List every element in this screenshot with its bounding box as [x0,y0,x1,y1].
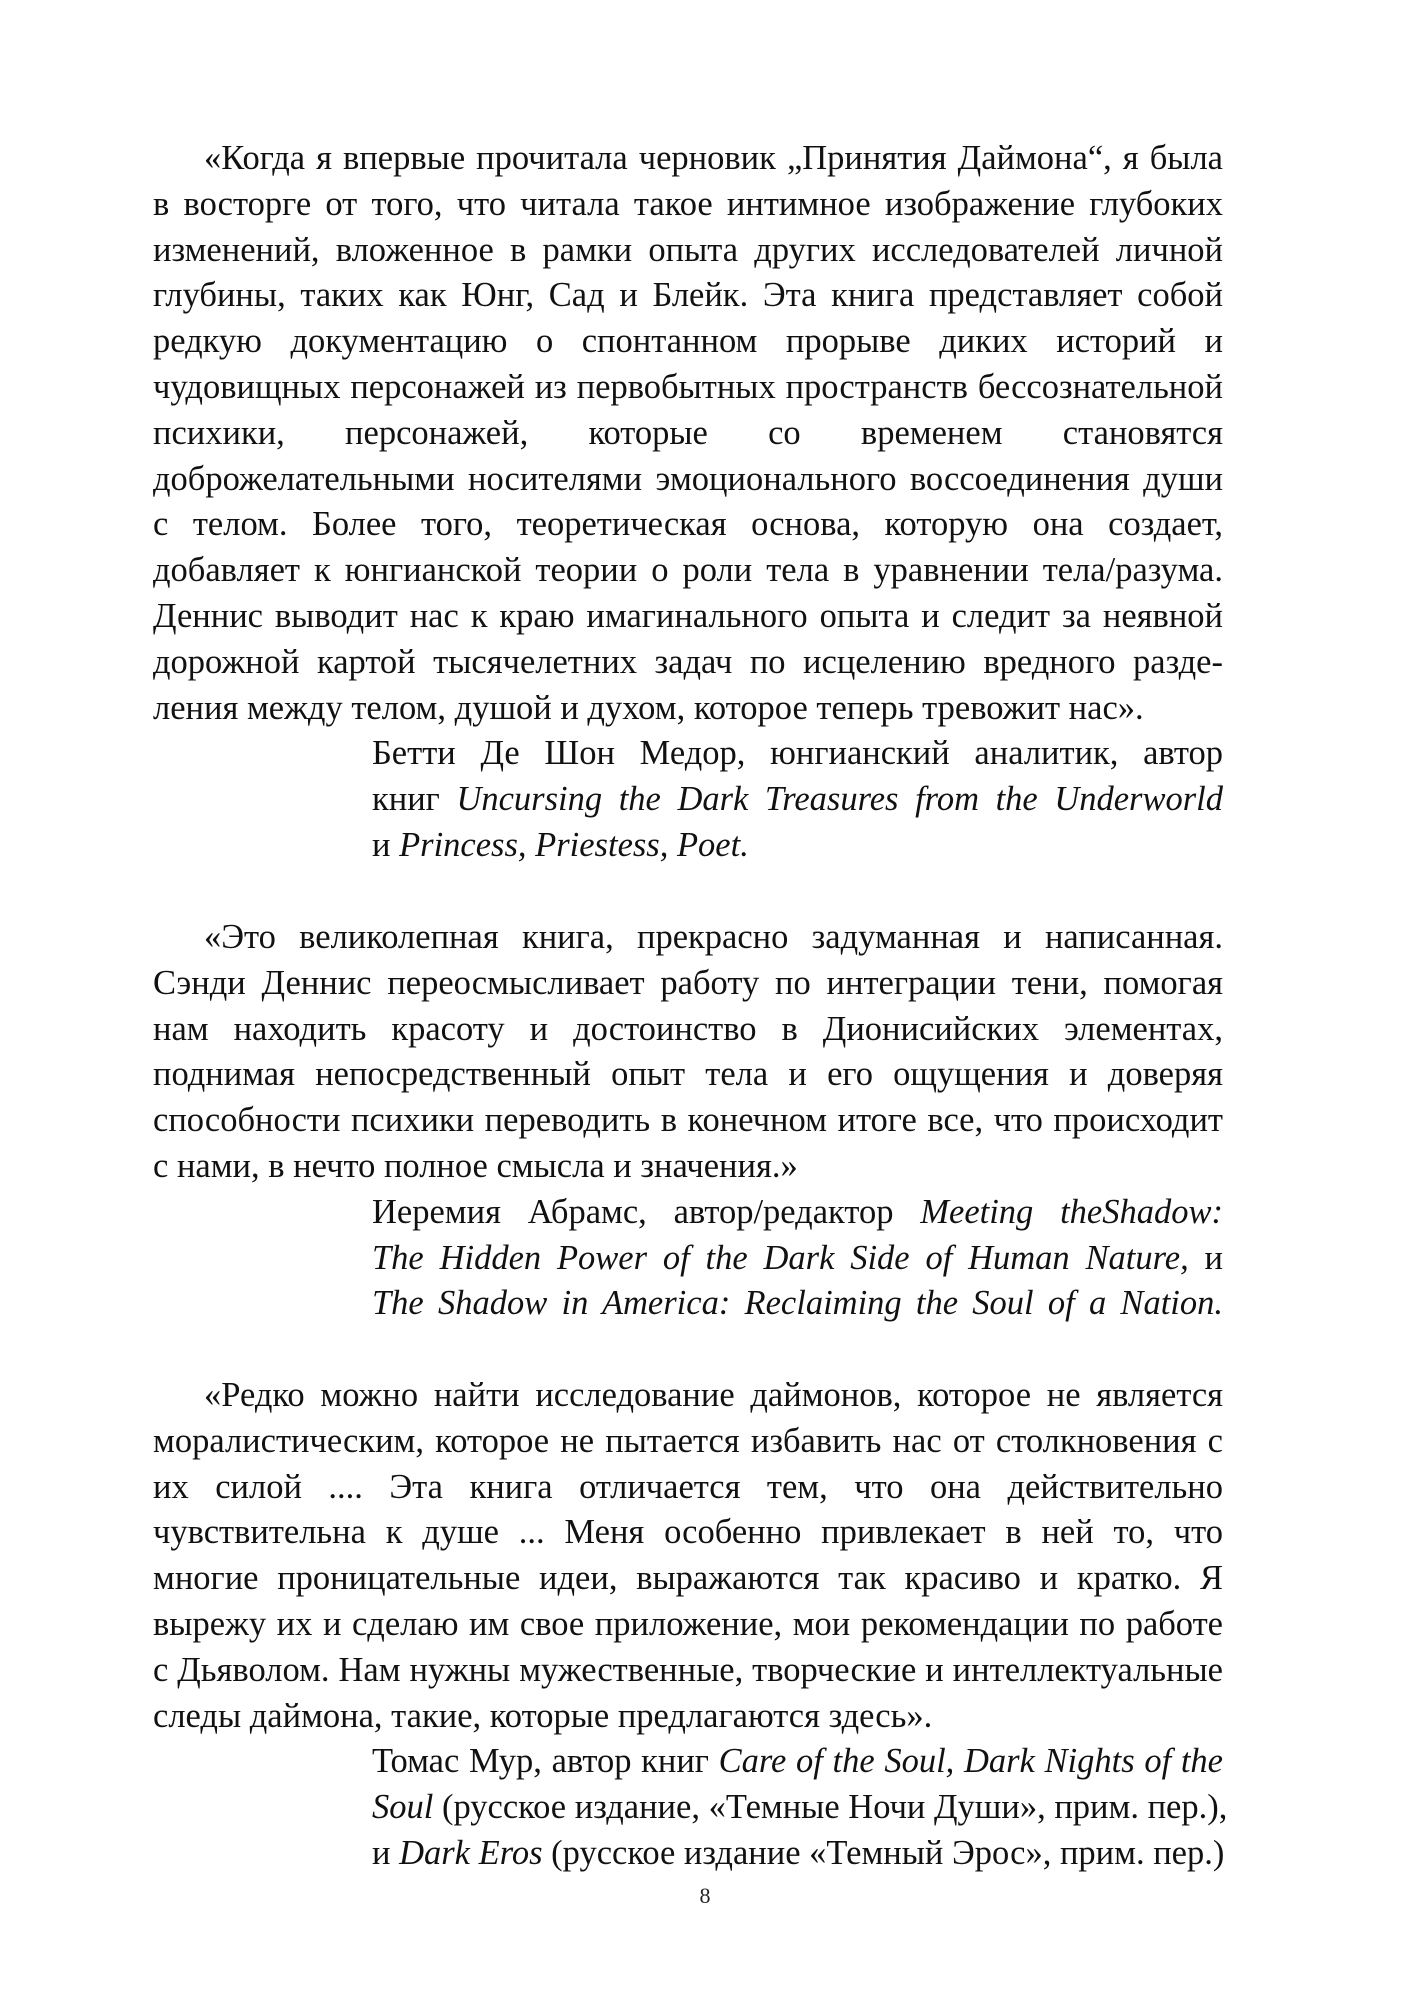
attribution-text: книг [372,780,457,819]
attribution-line [372,1190,1223,1236]
attribution-text: и [372,825,400,864]
attribution-line [372,1785,1228,1831]
book-title: Uncursing the Dark Treasures from the Underworld [456,780,1223,819]
attribution-line [372,1281,1223,1327]
attribution-text: и [1188,1238,1223,1277]
book-title: Soul [372,1788,434,1827]
blurb-moore [153,1373,1228,1877]
blurb-attribution [372,731,1223,868]
book-title: Meeting theShadow: [920,1192,1223,1231]
attribution-line [372,777,1223,823]
page-number: 8 [699,1883,711,1908]
attribution-text: (русское издание «Темный Эрос», прим. пер.) [542,1833,1225,1872]
blurb-text: «Редко можно найти исследование даймонов, которое не является моралистическим, которое не пытается избавить нас от столкновения с их силой .... Эта книга отличается тем, что она действительно чувствительна к душе ... Меня особенно привлекает в ней то, что многие проницательные идеи, выражаются так красиво и кратко. Я вырежу их и сделаю им свое приложение, мои рекомендации по работе с Дьяволом. Нам нужны мужественные, творческие и интеллектуальные следы даймона, такие, которые предлагаются здесь». [153,1376,1223,1735]
attribution-line [372,1739,1223,1785]
blurb-text: «Это великолепная книга, прекрасно задуманная и написанная. Сэнди Деннис переосмысливает работу по интеграции тени, помогая нам находить красоту и достоинство в Дионисийских элементах, поднимая непосредственный опыт тела и его ощущения и доверяя способности психики переводить в конечном итоге все, что происходит с нами, в нечто полное смысла и значения.» [153,918,1223,1185]
attribution-text: (русское издание, «Темные Ночи Души», прим. пер.), [433,1788,1228,1827]
author-credit: Томас Мур, автор книг [372,1742,719,1781]
attribution-text: и [372,1833,400,1872]
blurb-abrams [153,915,1223,1327]
attribution-line [372,1831,1223,1877]
author-credit: Иеремия Абрамс, автор/редактор [372,1192,921,1231]
attribution-line [372,823,1223,869]
attribution-line [372,731,1223,777]
author-credit: Бетти Де Шон Медор, юнгианский аналитик, автор [372,734,1223,773]
book-title: The Hidden Power of the Dark Side of Human Nature, [372,1238,1189,1277]
blurb-text: «Когда я впервые прочитала черновик „Принятия Даймона“, я была в восторге от того, что читала такое интимное изображение глубоких изменений, вложенное в рамки опыта других исследователей личной глубины, таких как Юнг, Сад и Блейк. Эта книга представляет собой редкую документацию о спонтанном прорыве диких историй и чудовищных персонажей из первобытных пространств бессознательной психики, персонажей, которые со временем становятся доброжелательными носителями эмоционального воссоединения души с телом. Более того, теоретическая основа, которую она создает, добавляет к юнгианской теории о роли тела в уравнении тела/разума. Деннис выводит нас к краю имагинального опыта и следит за неявной дорожной картой тысячелетних задач по исцелению вредного разделения между телом, душой и духом, которое теперь тревожит нас». [153,139,1223,727]
blurb-attribution [372,1739,1228,1876]
blurb-meador [153,136,1223,869]
book-title: The Shadow in America: Reclaiming the Soul of a Nation. [372,1284,1223,1323]
book-title: Care of the Soul, Dark Nights of the [718,1742,1223,1781]
book-title: Dark Eros [399,1833,543,1872]
attribution-line [372,1236,1223,1282]
blurb-attribution [372,1190,1223,1327]
book-title: Princess, Priestess, Poet. [399,825,749,864]
